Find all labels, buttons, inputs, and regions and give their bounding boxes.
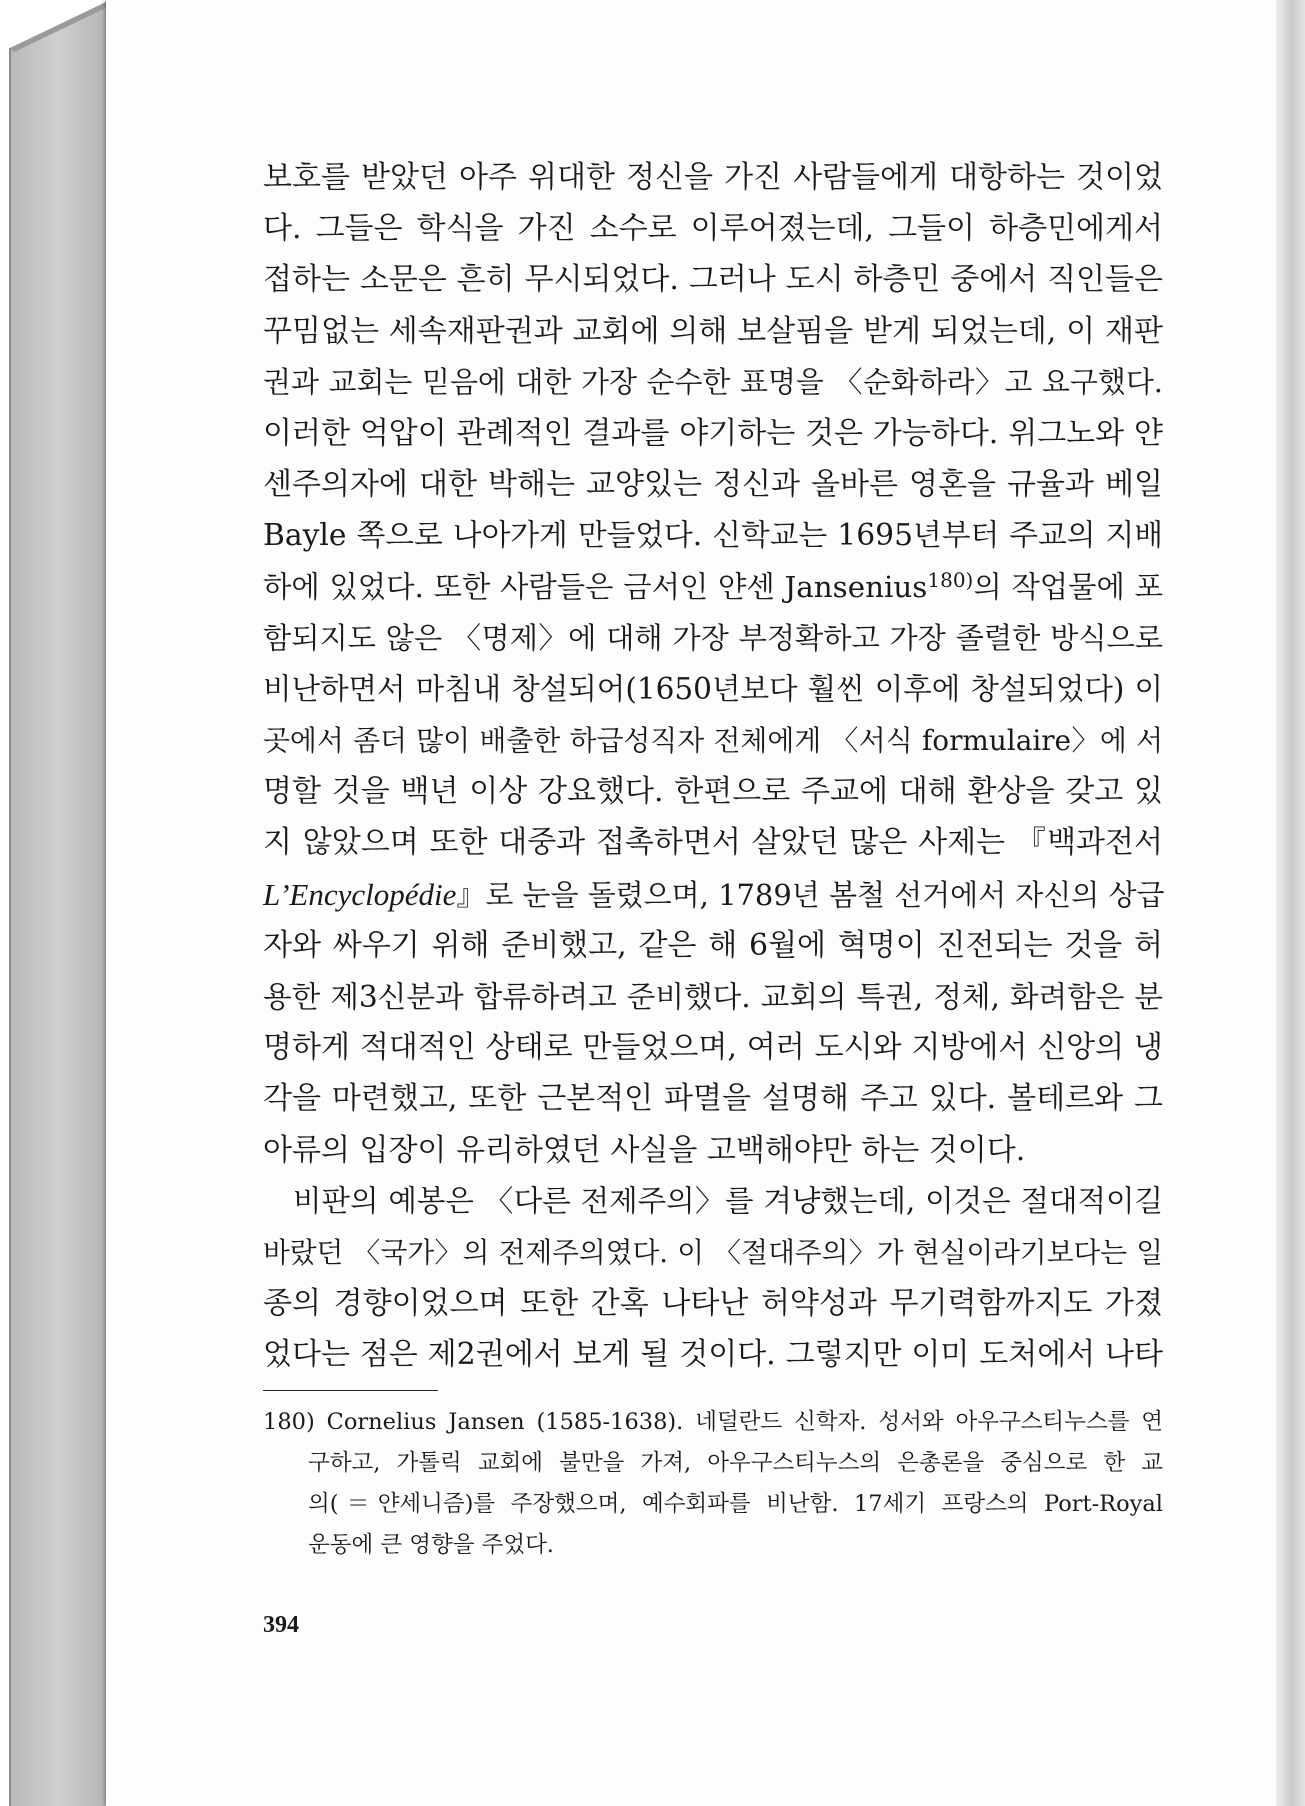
text-line-with-title bbox=[263, 869, 1163, 920]
text-line: 함되지도 않은 〈명제〉에 대해 가장 부정확하고 가장 졸렬한 방식으로 bbox=[263, 620, 1163, 655]
footnote-divider bbox=[263, 1390, 438, 1391]
text-segment: 』로 눈을 돌렸으며, 1789년 봄철 선거에서 자신의 상급 bbox=[456, 877, 1165, 912]
text-line: 명할 것을 백년 이상 강요했다. 한편으로 주교에 대해 환상을 갖고 있 bbox=[263, 774, 1163, 810]
text-line-with-footnote-ref bbox=[263, 562, 1163, 613]
footnote-180 bbox=[263, 1402, 1163, 1566]
text-line: 명하게 적대적인 상태로 만들었으며, 여러 도시와 지방에서 신앙의 냉 bbox=[263, 1030, 1163, 1066]
page-number: 394 bbox=[263, 1612, 299, 1638]
text-line: Bayle 쪽으로 나아가게 만들었다. 신학교는 1695년부터 주교의 지배 bbox=[263, 518, 1163, 554]
page-edge bbox=[1275, 0, 1305, 1806]
body-text bbox=[263, 152, 1163, 1381]
text-line: 곳에서 좀더 많이 배출한 하급성직자 전체에게 〈서식 formulaire〉에 서 bbox=[263, 724, 1163, 758]
text-line: 비판의 예봉은 〈다른 전제주의〉를 겨냥했는데, 이것은 절대적이길 bbox=[293, 1183, 1163, 1218]
book-title-italic: L’Encyclopédie bbox=[263, 876, 457, 912]
text-line: 자와 싸우기 위해 준비했고, 같은 해 6월에 혁명이 진전되는 것을 허 bbox=[263, 927, 1163, 963]
footnote-line: 구하고, 가톨릭 교회에 불만을 가져, 아우구스티누스의 은총론을 중심으로 한 교 bbox=[308, 1450, 1163, 1476]
text-line: 비난하면서 마침내 창설되어(1650년보다 훨씬 이후에 창설되었다) 이 bbox=[263, 671, 1163, 706]
footnote-ref-180: 180) bbox=[927, 567, 974, 592]
text-line: 접하는 소문은 흔히 무시되었다. 그러나 도시 하층민 중에서 직인들은 bbox=[263, 262, 1163, 298]
text-line: 각을 마련했고, 또한 근본적인 파멸을 설명해 주고 있다. 볼테르와 그 bbox=[263, 1081, 1163, 1117]
text-line: 바랐던 〈국가〉의 전제주의였다. 이 〈절대주의〉가 현실이라기보다는 일 bbox=[263, 1235, 1163, 1269]
text-line: 용한 제3신분과 합류하려고 준비했다. 교회의 특권, 정체, 화려함은 분 bbox=[263, 979, 1163, 1014]
text-line: 지 않았으며 또한 대중과 접촉하면서 살았던 많은 사제는 『백과전서 bbox=[263, 825, 1163, 861]
footnote-line: 운동에 큰 영향을 주었다. bbox=[308, 1532, 554, 1558]
book-spine bbox=[0, 0, 110, 1806]
text-line: 이러한 억압이 관례적인 결과를 야기하는 것은 가능하다. 위그노와 얀 bbox=[263, 415, 1163, 451]
text-line: 보호를 받았던 아주 위대한 정신을 가진 사람들에게 대항하는 것이었 bbox=[263, 160, 1163, 195]
text-line: 었다는 점은 제2권에서 보게 될 것이다. 그렇지만 이미 도처에서 나타 bbox=[263, 1337, 1163, 1373]
text-line: 종의 경향이었으며 또한 간혹 나타난 허약성과 무기력함까지도 가졌 bbox=[263, 1286, 1163, 1322]
text-line: 꾸밈없는 세속재판권과 교회에 의해 보살핌을 받게 되었는데, 이 재판 bbox=[263, 313, 1163, 349]
footnote-line: 180) Cornelius Jansen (1585-1638). 네덜란드 신학자. 성서와 아우구스티누스를 연 bbox=[263, 1409, 1163, 1435]
text-line: 센주의자에 대한 박해는 교양있는 정신과 올바른 영혼을 규율과 베일 bbox=[263, 467, 1163, 503]
text-line: 아류의 입장이 유리하였던 사실을 고백해야만 하는 것이다. bbox=[263, 1132, 1026, 1168]
text-segment: 의 작업물에 포 bbox=[973, 569, 1163, 604]
text-line: 권과 교회는 믿음에 대한 가장 순수한 표명을 〈순화하라〉고 요구했다. bbox=[263, 364, 1163, 399]
text-segment: 하에 있었다. 또한 사람들은 금서인 얀센 Jansenius bbox=[263, 569, 928, 604]
footnote-line: 의(＝얀세니즘)를 주장했으며, 예수회파를 비난함. 17세기 프랑스의 Port-Royal bbox=[308, 1491, 1163, 1517]
text-line: 다. 그들은 학식을 가진 소수로 이루어졌는데, 그들이 하층민에게서 bbox=[263, 211, 1163, 247]
